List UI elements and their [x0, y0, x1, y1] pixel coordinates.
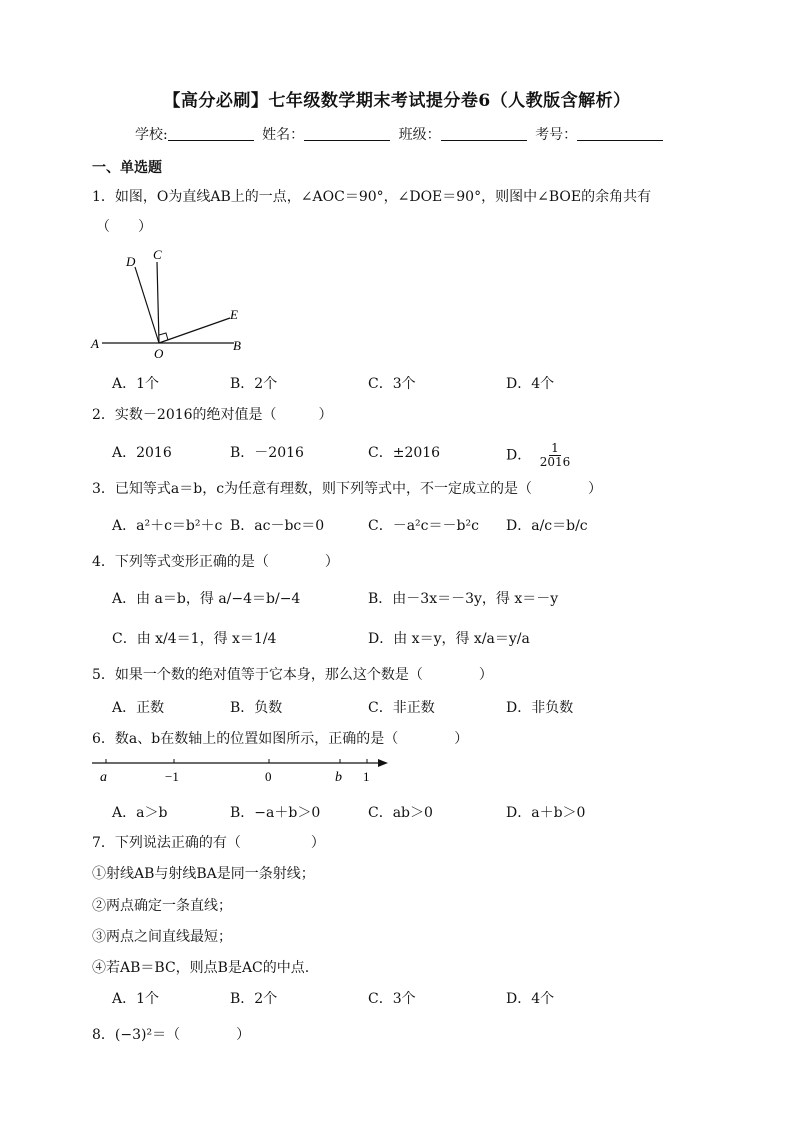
school-blank: [168, 126, 254, 141]
q2-option-c: C．±2016: [368, 445, 441, 461]
q6-number-line: [88, 756, 388, 786]
label-o: O: [154, 346, 164, 361]
q2-fraction-num: 1: [551, 441, 559, 455]
axis-label-b: b: [335, 770, 342, 785]
q2-stem: 2．实数－2016的绝对值是（ ）: [92, 407, 333, 423]
class-blank: [441, 126, 527, 141]
q1-option-d: D．4个: [506, 376, 555, 392]
q2-option-d-label: D．: [506, 447, 532, 464]
axis-label-1: 1: [363, 769, 370, 784]
q5-option-c: C．非正数: [368, 700, 435, 716]
section-heading: 一、单选题: [92, 160, 162, 176]
q7-statement-4: ④若AB＝BC，则点B是AC的中点.: [92, 960, 310, 976]
q2-option-a: A．2016: [112, 445, 172, 461]
q7-stem: 7．下列说法正确的有（ ）: [92, 835, 325, 851]
q1-stem-line1: 1．如图，O为直线AB上的一点，∠AOC＝90°，∠DOE＝90°，则图中∠BOE的余角共有: [92, 189, 652, 205]
label-a: A: [91, 336, 99, 351]
axis-arrow: [378, 759, 388, 767]
q1-option-b: B．2个: [230, 376, 278, 392]
q1-option-c: C．3个: [368, 376, 416, 392]
q4-option-c: C．由 x/4＝1，得 x＝1/4: [112, 631, 277, 647]
q4-option-b: B．由－3x＝－3y，得 x＝－y: [368, 591, 559, 607]
q6-option-d: D．a＋b＞0: [506, 805, 586, 821]
exam-no-label: 考号：: [535, 127, 578, 143]
q3-option-a: A．a²＋c＝b²＋c: [112, 518, 223, 534]
axis-label-minus-1: −1: [165, 769, 179, 784]
page-title: 【高分必刷】七年级数学期末考试提分卷6（人教版含解析）: [163, 91, 631, 111]
q6-option-c: C．ab＞0: [368, 805, 433, 821]
q1-option-a: A．1个: [112, 376, 160, 392]
q7-statement-1: ①射线AB与射线BA是同一条射线；: [92, 866, 315, 882]
q2-fraction-den: 2016: [539, 455, 571, 469]
q6-option-a: A．a＞b: [112, 805, 168, 821]
q7-option-d: D．4个: [506, 991, 555, 1007]
name-label: 姓名：: [262, 127, 305, 143]
q3-option-b: B．ac－bc＝0: [230, 518, 325, 534]
q2-fraction: [538, 442, 573, 469]
ray-oe: [159, 318, 230, 343]
q6-stem: 6．数a、b在数轴上的位置如图所示，正确的是（ ）: [92, 731, 469, 747]
ray-oc: [157, 262, 159, 343]
q7-option-c: C．3个: [368, 991, 416, 1007]
school-label: 学校:: [135, 127, 168, 143]
q5-option-d: D．非负数: [506, 700, 574, 716]
q7-statement-3: ③两点之间直线最短；: [92, 929, 232, 945]
q5-option-a: A．正数: [112, 700, 165, 716]
q3-option-c: C．－a²c＝－b²c: [368, 518, 479, 534]
q2-option-d: [506, 442, 574, 469]
q2-option-b: B．－2016: [230, 445, 304, 461]
class-label: 班级：: [398, 127, 441, 143]
q5-stem: 5．如果一个数的绝对值等于它本身，那么这个数是（ ）: [92, 667, 493, 683]
axis-label-a: a: [100, 770, 107, 785]
label-e: E: [230, 307, 238, 322]
q4-option-a: A．由 a＝b，得 a/−4＝b/−4: [112, 591, 301, 607]
axis-label-0: 0: [265, 769, 272, 784]
q7-option-b: B．2个: [230, 991, 278, 1007]
q6-option-b: B．−a＋b＞0: [230, 805, 321, 821]
label-b: B: [233, 338, 241, 353]
q8-stem: 8．(−3)²＝（ ）: [92, 1027, 251, 1043]
ray-od: [135, 267, 159, 343]
label-d: D: [126, 254, 136, 269]
q1-stem-line2: （ ）: [96, 219, 152, 235]
exam-no-blank: [577, 126, 663, 141]
q3-stem: 3．已知等式a＝b，c为任意有理数，则下列等式中，不一定成立的是（ ）: [92, 481, 603, 497]
q3-option-d: D．a/c＝b/c: [506, 518, 588, 534]
right-angle-mark: [159, 333, 168, 340]
q1-angle-figure: [88, 246, 258, 361]
label-c: C: [153, 247, 162, 262]
name-blank: [304, 126, 390, 141]
q5-option-b: B．负数: [230, 700, 283, 716]
q7-option-a: A．1个: [112, 991, 160, 1007]
student-info-line: [135, 124, 667, 144]
q4-stem: 4．下列等式变形正确的是（ ）: [92, 554, 339, 570]
q7-statement-2: ②两点确定一条直线；: [92, 898, 232, 914]
q4-option-d: D．由 x＝y，得 x/a＝y/a: [368, 631, 530, 647]
